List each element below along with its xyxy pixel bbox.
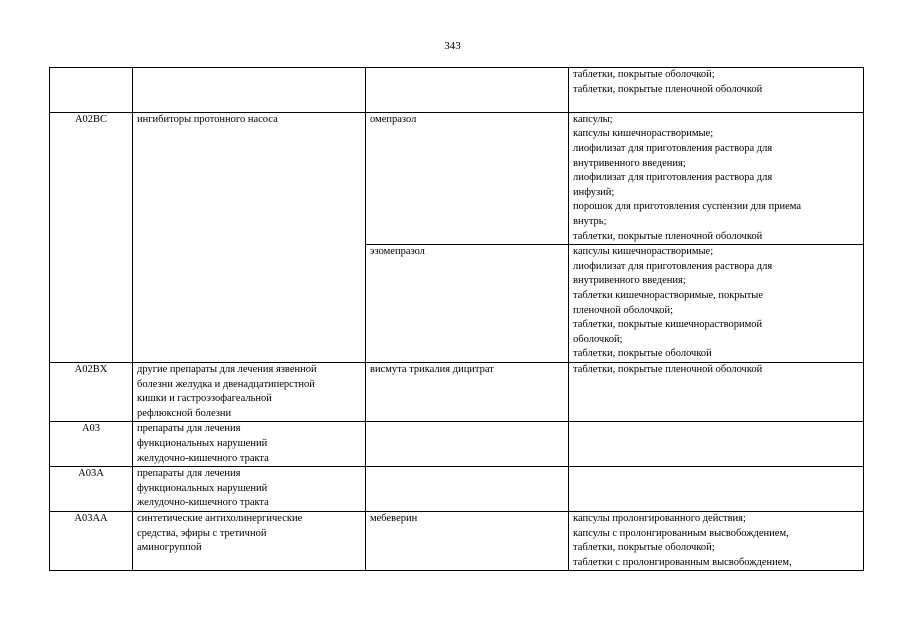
group-text-line: функциональных нарушений bbox=[137, 482, 268, 494]
dosage-form-line: капсулы кишечнорастворимые; bbox=[573, 128, 714, 140]
page-number: 343 bbox=[444, 40, 461, 52]
dosage-forms-cell bbox=[569, 112, 864, 244]
atc-code-cell: A02BC bbox=[50, 112, 133, 362]
table-row bbox=[50, 422, 864, 467]
group-text-line: синтетические антихолинергические bbox=[137, 512, 303, 524]
dosage-forms-cell bbox=[569, 362, 864, 421]
dosage-form-line: капсулы кишечнорастворимые; bbox=[573, 246, 714, 258]
drug-classification-table bbox=[49, 67, 864, 571]
atc-code-cell: A03A bbox=[50, 467, 133, 512]
dosage-form-line: лиофилизат для приготовления раствора для bbox=[573, 172, 773, 184]
table-row bbox=[50, 467, 864, 512]
atc-code-cell bbox=[50, 68, 133, 113]
dosage-form-line: капсулы с пролонгированным высвобождением, bbox=[573, 527, 789, 539]
dosage-forms-cell bbox=[569, 467, 864, 512]
group-text-line: препараты для лечения bbox=[137, 468, 241, 480]
drug-name-cell: мебеверин bbox=[366, 511, 569, 570]
group-text-line: средства, эфиры с третичной bbox=[137, 527, 267, 539]
anatomical-therapeutic-group-cell bbox=[133, 112, 366, 362]
drug-name-cell: эзомепразол bbox=[366, 245, 569, 363]
dosage-form-line: таблетки, покрытые оболочкой; bbox=[573, 69, 715, 80]
dosage-form-line: лиофилизат для приготовления раствора для bbox=[573, 142, 773, 154]
drug-name-cell: омепразол bbox=[366, 112, 569, 244]
drug-name-cell bbox=[366, 467, 569, 512]
group-text-line: болезни желудка и двенадцатиперстной bbox=[137, 378, 315, 390]
atc-code-cell: A03 bbox=[50, 422, 133, 467]
dosage-form-line: порошок для приготовления суспензии для приема bbox=[573, 201, 801, 213]
group-text-line: желудочно-кишечного тракта bbox=[137, 452, 269, 464]
dosage-form-line: таблетки, покрытые пленочной оболочкой bbox=[573, 83, 763, 95]
dosage-forms-cell bbox=[569, 511, 864, 570]
dosage-form-line: таблетки, покрытые оболочкой; bbox=[573, 542, 715, 554]
anatomical-therapeutic-group-cell bbox=[133, 511, 366, 570]
group-text-line: ингибиторы протонного насоса bbox=[137, 113, 278, 125]
drug-name-cell bbox=[366, 422, 569, 467]
dosage-form-line: инфузий; bbox=[573, 186, 615, 198]
drug-name-cell bbox=[366, 68, 569, 113]
dosage-form-line: внутривенного введения; bbox=[573, 157, 686, 169]
table-row bbox=[50, 68, 864, 113]
dosage-form-line: таблетки кишечнорастворимые, покрытые bbox=[573, 289, 763, 301]
dosage-form-line: пленочной оболочкой; bbox=[573, 304, 674, 316]
atc-code-cell: A03AA bbox=[50, 511, 133, 570]
group-text-line: функциональных нарушений bbox=[137, 437, 268, 449]
group-text-line: препараты для лечения bbox=[137, 423, 241, 435]
group-text-line: кишки и гастроэзофагеальной bbox=[137, 393, 272, 405]
table-row bbox=[50, 112, 864, 244]
group-text-line: желудочно-кишечного тракта bbox=[137, 497, 269, 509]
dosage-forms-cell bbox=[569, 245, 864, 363]
drug-name-cell: висмута трикалия дицитрат bbox=[366, 362, 569, 421]
dosage-form-line: таблетки с пролонгированным высвобождением, bbox=[573, 556, 792, 568]
dosage-form-line: таблетки, покрытые кишечнорастворимой bbox=[573, 319, 763, 331]
group-text-line: рефлюксной болезни bbox=[137, 407, 232, 419]
anatomical-therapeutic-group-cell bbox=[133, 68, 366, 113]
table-row bbox=[50, 511, 864, 570]
dosage-form-line: внутривенного введения; bbox=[573, 275, 686, 287]
anatomical-therapeutic-group-cell bbox=[133, 362, 366, 421]
dosage-form-line: капсулы пролонгированного действия; bbox=[573, 512, 746, 524]
anatomical-therapeutic-group-cell bbox=[133, 467, 366, 512]
atc-code-cell: A02BX bbox=[50, 362, 133, 421]
dosage-form-line: капсулы; bbox=[573, 113, 613, 125]
table-row bbox=[50, 362, 864, 421]
group-text-line: другие препараты для лечения язвенной bbox=[137, 363, 317, 375]
dosage-forms-cell bbox=[569, 422, 864, 467]
dosage-form-line: таблетки, покрытые оболочкой bbox=[573, 348, 712, 360]
dosage-form-line: оболочкой; bbox=[573, 333, 623, 345]
dosage-form-line: таблетки, покрытые пленочной оболочкой bbox=[573, 363, 763, 375]
group-text-line: аминогруппой bbox=[137, 542, 202, 554]
dosage-forms-cell bbox=[569, 68, 864, 113]
dosage-form-line: внутрь; bbox=[573, 215, 607, 227]
anatomical-therapeutic-group-cell bbox=[133, 422, 366, 467]
dosage-form-line: лиофилизат для приготовления раствора для bbox=[573, 260, 773, 272]
dosage-form-line: таблетки, покрытые пленочной оболочкой bbox=[573, 230, 763, 242]
